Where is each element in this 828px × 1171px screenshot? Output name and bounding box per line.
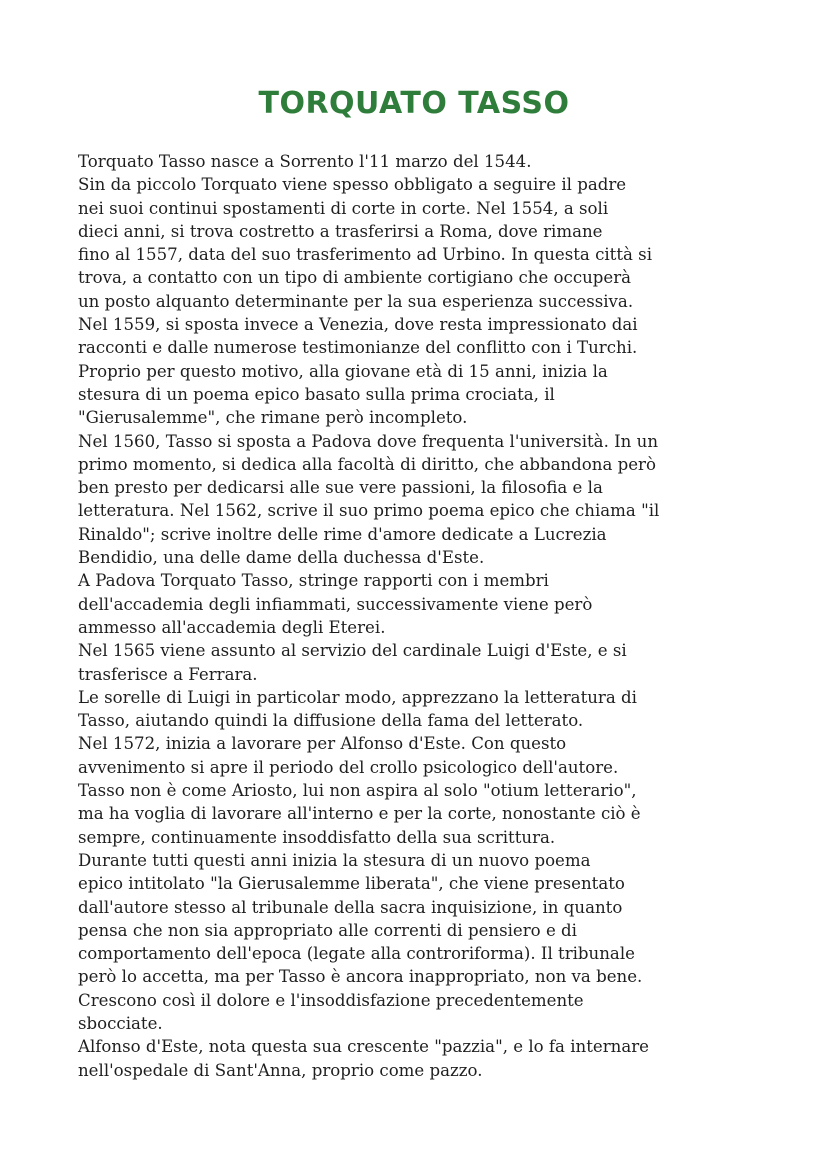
- text-line: ma ha voglia di lavorare all'interno e per la corte, nonostante ciò è: [78, 804, 641, 824]
- text-line: Nel 1572, inizia a lavorare per Alfonso d'Este. Con questo: [78, 734, 567, 754]
- page-title: TORQUATO TASSO: [258, 86, 570, 121]
- text-line: Tasso non è come Ariosto, lui non aspira al solo "otium letterario",: [78, 781, 637, 801]
- text-line: Crescono così il dolore e l'insoddisfazione precedentemente: [78, 990, 584, 1010]
- text-line: un posto alquanto determinante per la sua esperienza successiva.: [78, 291, 634, 311]
- body-text: [78, 150, 758, 1082]
- text-line: avvenimento si apre il periodo del crollo psicologico dell'autore.: [78, 757, 619, 777]
- text-line: Bendidio, una delle dame della duchessa d'Este.: [78, 548, 485, 568]
- text-line: trova, a contatto con un tipo di ambiente cortigiano che occuperà: [78, 268, 632, 288]
- text-line: sempre, continuamente insoddisfatto della sua scrittura.: [78, 827, 556, 847]
- text-line: Alfonso d'Este, nota questa sua crescente "pazzia", e lo fa internare: [78, 1037, 649, 1057]
- text-line: dell'accademia degli infiammati, successivamente viene però: [78, 594, 593, 614]
- text-line: letteratura. Nel 1562, scrive il suo primo poema epico che chiama "il: [78, 501, 660, 521]
- text-line: Durante tutti questi anni inizia la stesura di un nuovo poema: [78, 850, 591, 870]
- text-line: comportamento dell'epoca (legate alla controriforma). Il tribunale: [78, 944, 635, 964]
- text-line: dieci anni, si trova costretto a trasferirsi a Roma, dove rimane: [78, 221, 603, 241]
- text-line: Nel 1560, Tasso si sposta a Padova dove frequenta l'università. In un: [78, 431, 659, 451]
- text-line: racconti e dalle numerose testimonianze del conflitto con i Turchi.: [78, 338, 638, 358]
- text-line: nell'ospedale di Sant'Anna, proprio come pazzo.: [78, 1060, 483, 1080]
- text-line: fino al 1557, data del suo trasferimento ad Urbino. In questa città si: [78, 245, 652, 265]
- text-line: Le sorelle di Luigi in particolar modo, apprezzano la letteratura di: [78, 687, 637, 707]
- text-line: "Gierusalemme", che rimane però incompleto.: [78, 408, 468, 428]
- text-line: trasferisce a Ferrara.: [78, 664, 258, 684]
- text-line: pensa che non sia appropriato alle correnti di pensiero e di: [78, 920, 577, 940]
- text-line: Proprio per questo motivo, alla giovane età di 15 anni, inizia la: [78, 361, 608, 381]
- text-line: nei suoi continui spostamenti di corte in corte. Nel 1554, a soli: [78, 198, 609, 218]
- text-line: dall'autore stesso al tribunale della sacra inquisizione, in quanto: [78, 897, 623, 917]
- text-line: Nel 1565 viene assunto al servizio del cardinale Luigi d'Este, e si: [78, 641, 627, 661]
- text-line: Tasso, aiutando quindi la diffusione della fama del letterato.: [78, 711, 584, 731]
- text-line: primo momento, si dedica alla facoltà di diritto, che abbandona però: [78, 454, 656, 474]
- text-line: Sin da piccolo Torquato viene spesso obbligato a seguire il padre: [78, 175, 627, 195]
- text-line: Rinaldo"; scrive inoltre delle rime d'amore dedicate a Lucrezia: [78, 524, 607, 544]
- text-line: però lo accetta, ma per Tasso è ancora inappropriato, non va bene.: [78, 967, 643, 987]
- text-line: stesura di un poema epico basato sulla prima crociata, il: [78, 384, 555, 404]
- text-line: epico intitolato "la Gierusalemme liberata", che viene presentato: [78, 874, 625, 894]
- text-line: Nel 1559, si sposta invece a Venezia, dove resta impressionato dai: [78, 315, 638, 335]
- text-line: ammesso all'accademia degli Eterei.: [78, 617, 386, 637]
- text-line: A Padova Torquato Tasso, stringe rapporti con i membri: [78, 571, 549, 591]
- text-line: Torquato Tasso nasce a Sorrento l'11 marzo del 1544.: [78, 152, 532, 171]
- text-line: ben presto per dedicarsi alle sue vere passioni, la filosofia e la: [78, 478, 603, 498]
- text-line: sbocciate.: [78, 1013, 163, 1033]
